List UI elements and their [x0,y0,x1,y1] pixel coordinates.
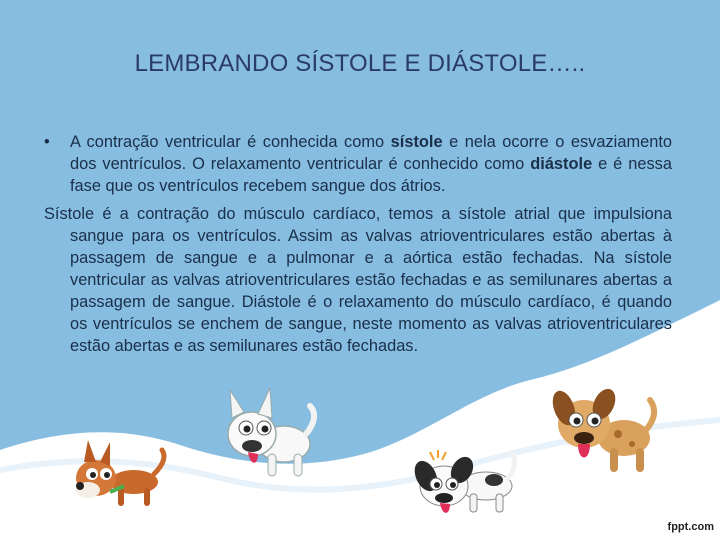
bullet-text-part-1: A contração ventricular é conhecida como [70,133,391,151]
bullet-marker: • [44,133,50,151]
dog-illustration-left [66,434,176,514]
bullet-bold-diastole: diástole [530,155,593,173]
slide-title: LEMBRANDO SÍSTOLE E DIÁSTOLE….. [134,50,586,77]
bullet-text-part-2: e nela ocorre o esvaziamento dos ventrículos. O relaxamento ventricular é conhecido como [70,133,672,173]
bullet-paragraph [44,131,672,197]
body-paragraph-2: Sístole é a contração do músculo cardíaco, temos a sístole atrial que impulsiona sangue para os ventrículos. Assim as valvas atrioventriculares estão abertas à passagem de sangue e a pulmonar e a aórtica estão fechadas. Na sístole ventricular as valvas atrioventriculares estão fechadas e as semilunares abertas a passagem de sangue. Diástole é o relaxamento do músculo cardíaco, é quando os ventrículos se enchem de sangue, neste momento as valvas atrioventriculares estão abertas e as semilunares estão fechadas. [44,205,672,355]
bullet-text-part-3: e é nessa fase que os ventrículos recebem sangue dos átrios. [70,155,672,195]
dog-illustration-right [544,382,664,492]
dog-illustration-center-top [212,382,332,492]
slide-body [44,131,672,357]
watermark-text: fppt.com [667,521,714,533]
bullet-bold-systole: sístole [390,133,443,151]
dog-illustration-center-bottom [404,446,524,536]
